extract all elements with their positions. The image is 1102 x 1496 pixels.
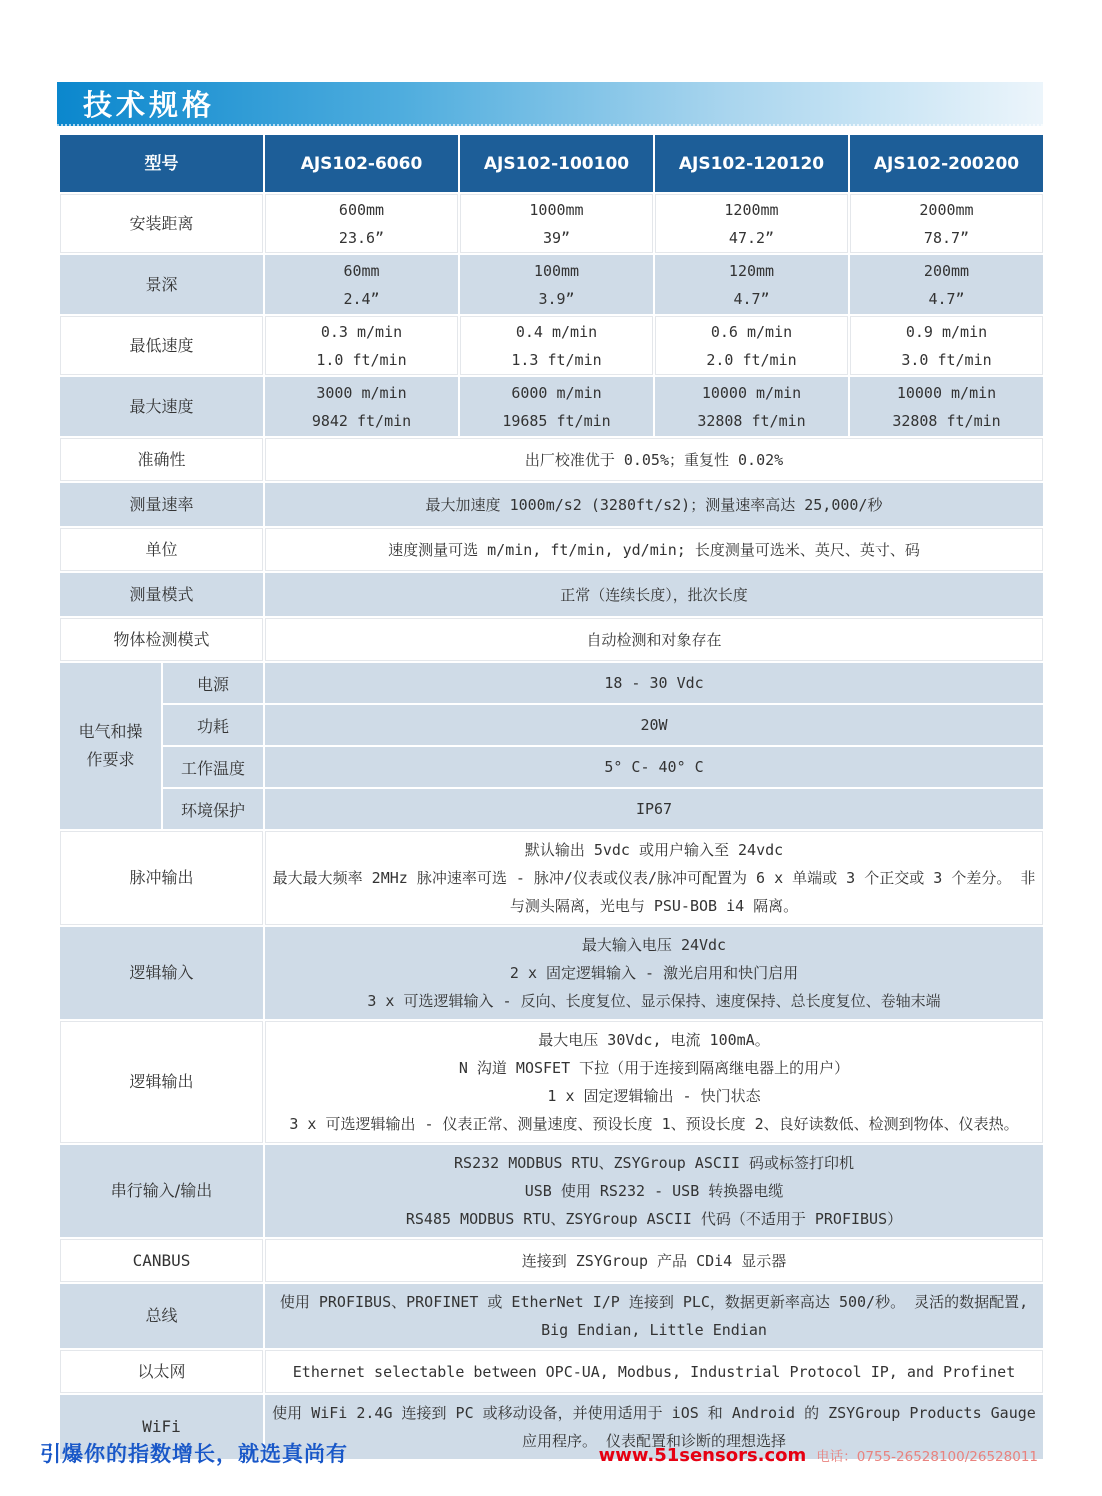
group-label: 电气和操作要求 <box>60 663 161 829</box>
subrow-value: 20W <box>265 705 1043 745</box>
value-cell: 0.9 m/min 3.0 ft/min <box>850 316 1043 375</box>
row-install-distance <box>60 194 1043 253</box>
value-cell: 出厂校准优于 0.05%；重复性 0.02% <box>265 438 1043 481</box>
value-cell: RS232 MODBUS RTU、ZSYGroup ASCII 码或标签打印机 USB 使用 RS232 - USB 转换器电缆 RS485 MODBUS RTU、ZSYGroup ASCII 代码（不适用于 PROFIBUS） <box>265 1145 1043 1237</box>
row-label: 逻辑输入 <box>60 927 263 1019</box>
value-cell: 6000 m/min 19685 ft/min <box>460 377 653 436</box>
value-cell: 100mm 3.9” <box>460 255 653 314</box>
row-label: 物体检测模式 <box>60 618 263 661</box>
value-cell: 最大加速度 1000m/s2 (3280ft/s2)；测量速率高达 25,000/秒 <box>265 483 1043 526</box>
subrow-environment-protection <box>163 789 1043 829</box>
value-cell: 1200mm 47.2” <box>655 194 848 253</box>
row-label: 逻辑输出 <box>60 1021 263 1143</box>
row-label: 脉冲输出 <box>60 831 263 925</box>
section-banner <box>57 82 1043 126</box>
row-label: 总线 <box>60 1284 263 1348</box>
row-max-speed <box>60 377 1043 436</box>
table-header-row <box>60 135 1043 192</box>
value-cell: 最大电压 30Vdc, 电流 100mA。 N 沟道 MOSFET 下拉（用于连接到隔离继电器上的用户） 1 x 固定逻辑输出 - 快门状态 3 x 可选逻辑输出 - 仪表正常、测量速度、预设长度 1、预设长度 2、良好读数低、检测到物体、仪表热。 <box>265 1021 1043 1143</box>
row-min-speed <box>60 316 1043 375</box>
row-electrical-group <box>60 663 1043 829</box>
value-cell: Ethernet selectable between OPC-UA, Modbus, Industrial Protocol IP, and Profinet <box>265 1350 1043 1393</box>
value-cell: 速度测量可选 m/min, ft/min, yd/min; 长度测量可选米、英尺、英寸、码 <box>265 528 1043 571</box>
footer-slogan: 引爆你的指数增长，就选真尚有 <box>40 1442 348 1466</box>
value-cell: 正常（连续长度），批次长度 <box>265 573 1043 616</box>
value-cell: 使用 PROFIBUS、PROFINET 或 EtherNet I/P 连接到 PLC，数据更新率高达 500/秒。 灵活的数据配置, Big Endian, Little Endian <box>265 1284 1043 1348</box>
value-cell: 连接到 ZSYGroup 产品 CDi4 显示器 <box>265 1239 1043 1282</box>
spec-table <box>60 135 1043 1459</box>
subrow-value: IP67 <box>265 789 1043 829</box>
page-footer <box>40 1438 1038 1468</box>
value-cell: 1000mm 39” <box>460 194 653 253</box>
value-cell: 60mm 2.4” <box>265 255 458 314</box>
row-accuracy <box>60 438 1043 481</box>
row-logic-input <box>60 927 1043 1019</box>
subrow-label: 工作温度 <box>163 747 263 787</box>
value-cell: 200mm 4.7” <box>850 255 1043 314</box>
value-cell: 自动检测和对象存在 <box>265 618 1043 661</box>
row-label: 安装距离 <box>60 194 263 253</box>
page-title: 技术规格 <box>83 87 216 122</box>
header-model-2: AJS102-100100 <box>460 135 653 192</box>
subrow-label: 功耗 <box>163 705 263 745</box>
header-model-label: 型号 <box>60 135 263 192</box>
row-label: 以太网 <box>60 1350 263 1393</box>
value-cell: 0.4 m/min 1.3 ft/min <box>460 316 653 375</box>
header-model-4: AJS102-200200 <box>850 135 1043 192</box>
row-depth-of-field <box>60 255 1043 314</box>
row-fieldbus <box>60 1284 1043 1348</box>
row-logic-output <box>60 1021 1043 1143</box>
row-label: WiFi <box>60 1395 263 1459</box>
value-cell: 2000mm 78.7” <box>850 194 1043 253</box>
subrow-power-consumption <box>163 705 1043 745</box>
phone-number: 电话：0755-26528100/26528011 <box>816 1449 1038 1465</box>
subrow-label: 电源 <box>163 663 263 703</box>
footer-contact <box>599 1445 1038 1466</box>
group-subrows <box>163 663 1043 829</box>
row-label: 测量速率 <box>60 483 263 526</box>
row-measure-mode <box>60 573 1043 616</box>
row-pulse-output <box>60 831 1043 925</box>
row-label: CANBUS <box>60 1239 263 1282</box>
value-cell: 3000 m/min 9842 ft/min <box>265 377 458 436</box>
row-label: 串行输入/输出 <box>60 1145 263 1237</box>
subrow-value: 18 - 30 Vdc <box>265 663 1043 703</box>
row-label: 最低速度 <box>60 316 263 375</box>
row-object-detect-mode <box>60 618 1043 661</box>
row-label: 单位 <box>60 528 263 571</box>
row-label: 最大速度 <box>60 377 263 436</box>
row-label: 景深 <box>60 255 263 314</box>
value-cell: 0.3 m/min 1.0 ft/min <box>265 316 458 375</box>
value-cell: 120mm 4.7” <box>655 255 848 314</box>
row-ethernet <box>60 1350 1043 1393</box>
value-cell: 最大输入电压 24Vdc 2 x 固定逻辑输入 - 激光启用和快门启用 3 x 可选逻辑输入 - 反向、长度复位、显示保持、速度保持、总长度复位、卷轴末端 <box>265 927 1043 1019</box>
row-serial-io <box>60 1145 1043 1237</box>
row-label: 测量模式 <box>60 573 263 616</box>
website-link[interactable]: www.51sensors.com <box>598 1445 807 1466</box>
value-cell: 默认输出 5vdc 或用户输入至 24vdc 最大最大频率 2MHz 脉冲速率可选 - 脉冲/仪表或仪表/脉冲可配置为 6 x 单端或 3 个正交或 3 个差分。 非与测头隔离，光电与 PSU-BOB i4 隔离。 <box>265 831 1043 925</box>
value-cell: 600mm 23.6” <box>265 194 458 253</box>
value-cell: 10000 m/min 32808 ft/min <box>850 377 1043 436</box>
subrow-value: 5° C- 40° C <box>265 747 1043 787</box>
subrow-operating-temp <box>163 747 1043 787</box>
subrow-label: 环境保护 <box>163 789 263 829</box>
row-measure-rate <box>60 483 1043 526</box>
header-model-3: AJS102-120120 <box>655 135 848 192</box>
row-units <box>60 528 1043 571</box>
value-cell: 使用 WiFi 2.4G 连接到 PC 或移动设备，并使用适用于 iOS 和 Android 的 ZSYGroup Products Gauge 应用程序。 仪表配置和诊断的理想选择 <box>265 1395 1043 1459</box>
row-canbus <box>60 1239 1043 1282</box>
row-label: 准确性 <box>60 438 263 481</box>
value-cell: 10000 m/min 32808 ft/min <box>655 377 848 436</box>
header-model-1: AJS102-6060 <box>265 135 458 192</box>
subrow-power-supply <box>163 663 1043 703</box>
value-cell: 0.6 m/min 2.0 ft/min <box>655 316 848 375</box>
